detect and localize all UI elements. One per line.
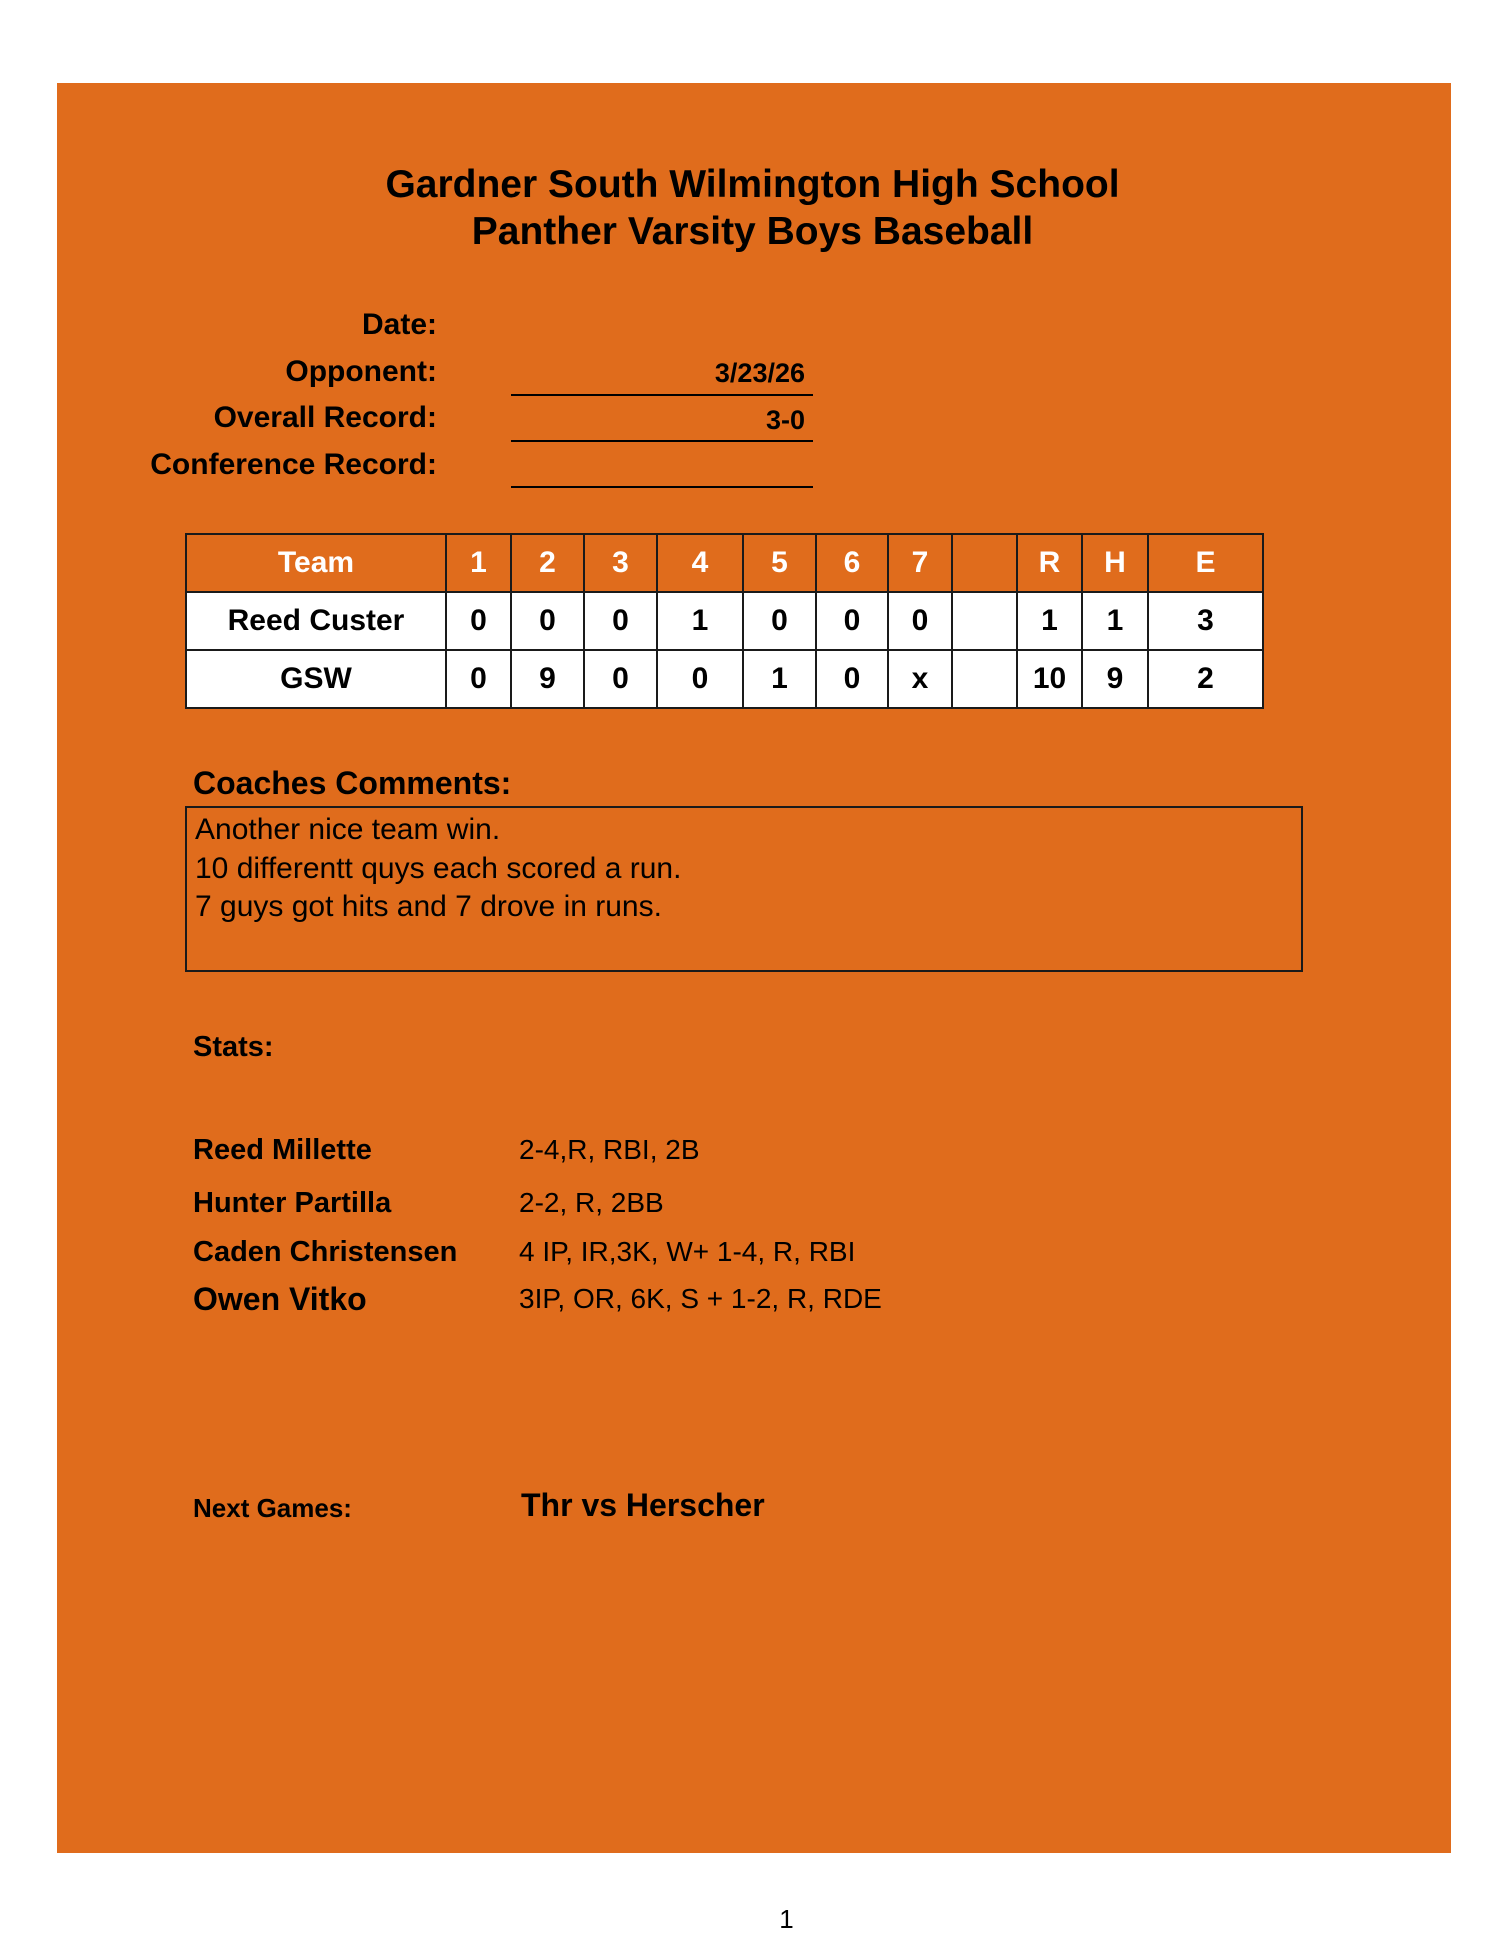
- opponent-label: Opponent:: [285, 355, 437, 388]
- inning-score: 0: [888, 592, 952, 650]
- inning-score: 0: [816, 592, 888, 650]
- linescore-header-row: [186, 534, 1263, 592]
- player-stat-line: 2-4,R, RBI, 2B: [519, 1134, 700, 1165]
- next-games-label: Next Games:: [193, 1493, 352, 1523]
- overall-record-underline: [511, 440, 813, 442]
- errors-total: 2: [1148, 650, 1263, 708]
- conference-record-label: Conference Record:: [150, 448, 437, 481]
- inning-score: x: [888, 650, 952, 708]
- comment-line: 7 guys got hits and 7 drove in runs.: [195, 890, 662, 923]
- player-name: Owen Vitko: [193, 1281, 367, 1317]
- player-name: Hunter Partilla: [193, 1187, 392, 1219]
- inning-score: 0: [743, 592, 816, 650]
- header-inning-6: 6: [816, 534, 888, 592]
- conference-record-underline: [511, 486, 813, 488]
- overall-record-value: 3-0: [765, 405, 805, 435]
- opponent-underline: [511, 394, 813, 396]
- header-team: Team: [186, 534, 446, 592]
- hits-total: 1: [1082, 592, 1148, 650]
- header-hits: H: [1082, 534, 1148, 592]
- header-blank: [952, 534, 1017, 592]
- comments-heading: Coaches Comments:: [193, 765, 512, 801]
- inning-score: 0: [584, 650, 657, 708]
- table-row: [186, 592, 1263, 650]
- header-inning-1: 1: [446, 534, 511, 592]
- inning-score: 1: [743, 650, 816, 708]
- header-inning-3: 3: [584, 534, 657, 592]
- inning-score: 0: [584, 592, 657, 650]
- runs-total: 1: [1017, 592, 1082, 650]
- player-stat-line: 2-2, R, 2BB: [519, 1187, 664, 1218]
- date-label: Date:: [361, 308, 437, 341]
- player-name: Caden Christensen: [193, 1236, 458, 1268]
- player-stat-line: 3IP, OR, 6K, S + 1-2, R, RDE: [519, 1283, 882, 1314]
- header-errors: E: [1148, 534, 1263, 592]
- hits-total: 9: [1082, 650, 1148, 708]
- comment-line: Another nice team win.: [195, 813, 501, 846]
- stats-heading: Stats:: [193, 1031, 274, 1063]
- header-inning-2: 2: [511, 534, 584, 592]
- comment-line: 10 differentt quys each scored a run.: [195, 852, 682, 885]
- inning-score: 9: [511, 650, 584, 708]
- school-title: Gardner South Wilmington High School: [385, 163, 1120, 206]
- overall-record-label: Overall Record:: [213, 401, 437, 434]
- header-runs: R: [1017, 534, 1082, 592]
- linescore-table: [185, 533, 1264, 709]
- team-title: Panther Varsity Boys Baseball: [471, 210, 1034, 253]
- errors-total: 3: [1148, 592, 1263, 650]
- header-inning-5: 5: [743, 534, 816, 592]
- header-inning-7: 7: [888, 534, 952, 592]
- blank-cell: [952, 592, 1017, 650]
- team-name: Reed Custer: [186, 592, 446, 650]
- next-games-value: Thr vs Herscher: [521, 1487, 765, 1523]
- team-name: GSW: [186, 650, 446, 708]
- table-row: [186, 650, 1263, 708]
- player-stat-line: 4 IP, IR,3K, W+ 1-4, R, RBI: [519, 1236, 856, 1267]
- blank-cell: [952, 650, 1017, 708]
- opponent-value: 3/23/26: [714, 358, 805, 388]
- inning-score: 0: [511, 592, 584, 650]
- inning-score: 1: [657, 592, 743, 650]
- inning-score: 0: [446, 650, 511, 708]
- runs-total: 10: [1017, 650, 1082, 708]
- player-name: Reed Millette: [193, 1134, 372, 1166]
- inning-score: 0: [446, 592, 511, 650]
- comments-box: [185, 806, 1303, 972]
- inning-score: 0: [657, 650, 743, 708]
- page-number: 1: [779, 1904, 794, 1934]
- inning-score: 0: [816, 650, 888, 708]
- header-inning-4: 4: [657, 534, 743, 592]
